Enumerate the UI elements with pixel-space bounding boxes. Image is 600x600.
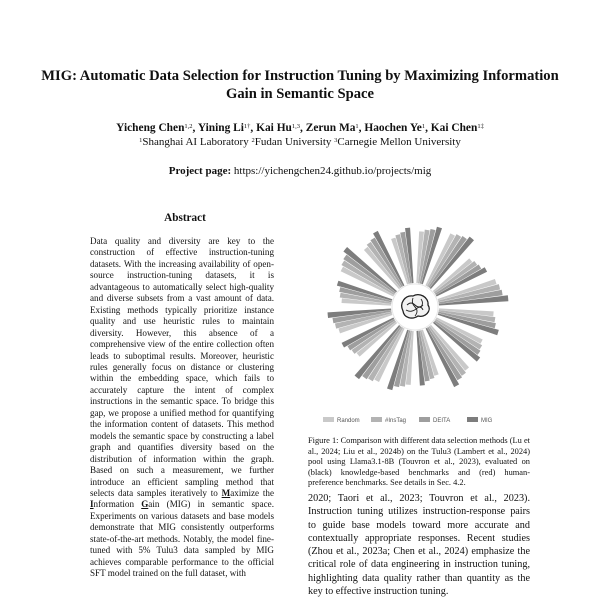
affiliation-name: Carnegie Mellon University xyxy=(337,136,461,148)
legend-label: #InsTag xyxy=(385,418,407,424)
legend-swatch xyxy=(371,417,382,422)
affiliation-list xyxy=(40,135,560,149)
affiliation-name: Fudan University xyxy=(254,136,332,148)
author-name: Kai Hu xyxy=(256,122,292,134)
project-page-link[interactable]: https://yichengchen24.github.io/projects/mig xyxy=(233,165,432,177)
author-name: Haochen Ye xyxy=(364,122,422,134)
affil-sup: 1 xyxy=(139,137,143,144)
abstract-mig-term: Maximize the Information Gain (MIG) xyxy=(90,487,274,510)
abstract-body xyxy=(90,236,274,580)
author-affil-sup: 1,2 xyxy=(184,123,193,130)
legend-label: Random xyxy=(337,418,360,424)
intro-paragraph: 2020; Taori et al., 2023; Touvron et al., 2023). Instruction tuning utilizes instruction-response pairs to guide base models toward more accurate and contextually appropriate responses. Recent studies (Zhou et al., 2023a; Chen et al., 2024) emphasize the critical role of data engineering in instruction tuning, highlighting data quality rather than quantity as the key to effective instruction tuning. xyxy=(308,493,530,598)
legend-swatch xyxy=(467,417,478,422)
abstract-text-1: Data quality and diversity are key to the construction of effective instruction-tuning datasets. With the increasing availability of open-source instruction-tuning datasets, it is advantageous to automatically select high-quality and diverse subsets from a vast amount of data. Existing methods typically prioritize instance quality and use heuristic rules to maintain diversity. However, this absence of a comprehensive view of the entire collection often leads to suboptimal results. Moreover, heuristic rules generally focus on distance or clustering within the embedding space, which fails to accurately capture the intent of complex instructions in the semantic space. To bridge this gap, we propose a unified method for quantifying the information content of datasets. This method models the semantic space by constructing a label graph and quantifies diversity based on the distribution of information within the graph. Based on such a measurement, we further introduce an efficient sampling method that selects data samples iteratively to xyxy=(90,236,274,498)
legend-swatch xyxy=(419,417,430,422)
author-name: Zerun Ma xyxy=(305,122,356,134)
abstract-text-2: in semantic space. Experiments on various datasets and base models demonstrate that MIG consistently outperforms state-of-the-art methods. Notably, the model fine-tuned with 5% Tulu3 data sampled by MIG achieves comparable performance to the official SFT model trained on the full dataset, with xyxy=(90,499,274,579)
author-affil-sup: 1‡ xyxy=(477,123,484,130)
author-name: Kai Chen xyxy=(430,122,478,134)
author-affil-sup: 1,3 xyxy=(291,123,301,130)
author-affil-sup: 1 xyxy=(421,123,426,130)
affil-sup: 2 xyxy=(251,137,255,144)
author-affil-sup: 1 xyxy=(355,123,359,130)
abstract-heading: Abstract xyxy=(164,212,206,224)
paper-title: MIG: Automatic Data Selection for Instruction Tuning by Maximizing Information Gain in Semantic Space xyxy=(41,68,559,102)
affiliation-name: Shanghai AI Laboratory xyxy=(142,136,249,148)
author-affil-sup: 1† xyxy=(243,123,251,130)
author-name: Yicheng Chen xyxy=(116,122,185,134)
project-page-line: Project page: https://yichengchen24.github.io/projects/mig xyxy=(168,165,432,177)
legend-label: MIG xyxy=(481,418,493,424)
chart-legend xyxy=(323,417,493,424)
brain-outline xyxy=(402,295,429,318)
brain-logo-icon xyxy=(402,295,429,318)
author-list: Yicheng Chen$^{1,2}$, Yining $Li^{1\dagger}$, Kai Hu$^{1,3}$, Zerun Ma$^1$, Haochen Ye$^1$, Kai Chen$^{1\ddagger}$ xyxy=(116,122,484,134)
radial-bar-chart xyxy=(305,200,520,430)
legend-label: DEITA xyxy=(433,418,451,424)
author-name: Yining Li xyxy=(197,122,244,134)
figure-caption: Figure 1: Comparison with different data selection methods (Lu et al., 2024; Liu et al., 2024b) on the Tulu3 (Lambert et al., 2024) pool using Llama3.1-8B (Touvron et al., 2023), evaluated on (black) knowledge-based benchmarks and (red) human-preference benchmarks. See details in Sec. 4.2. xyxy=(308,436,530,488)
affil-sup: 3 xyxy=(334,137,338,144)
legend-swatch xyxy=(323,417,334,422)
project-page-label: Project page xyxy=(168,165,228,177)
